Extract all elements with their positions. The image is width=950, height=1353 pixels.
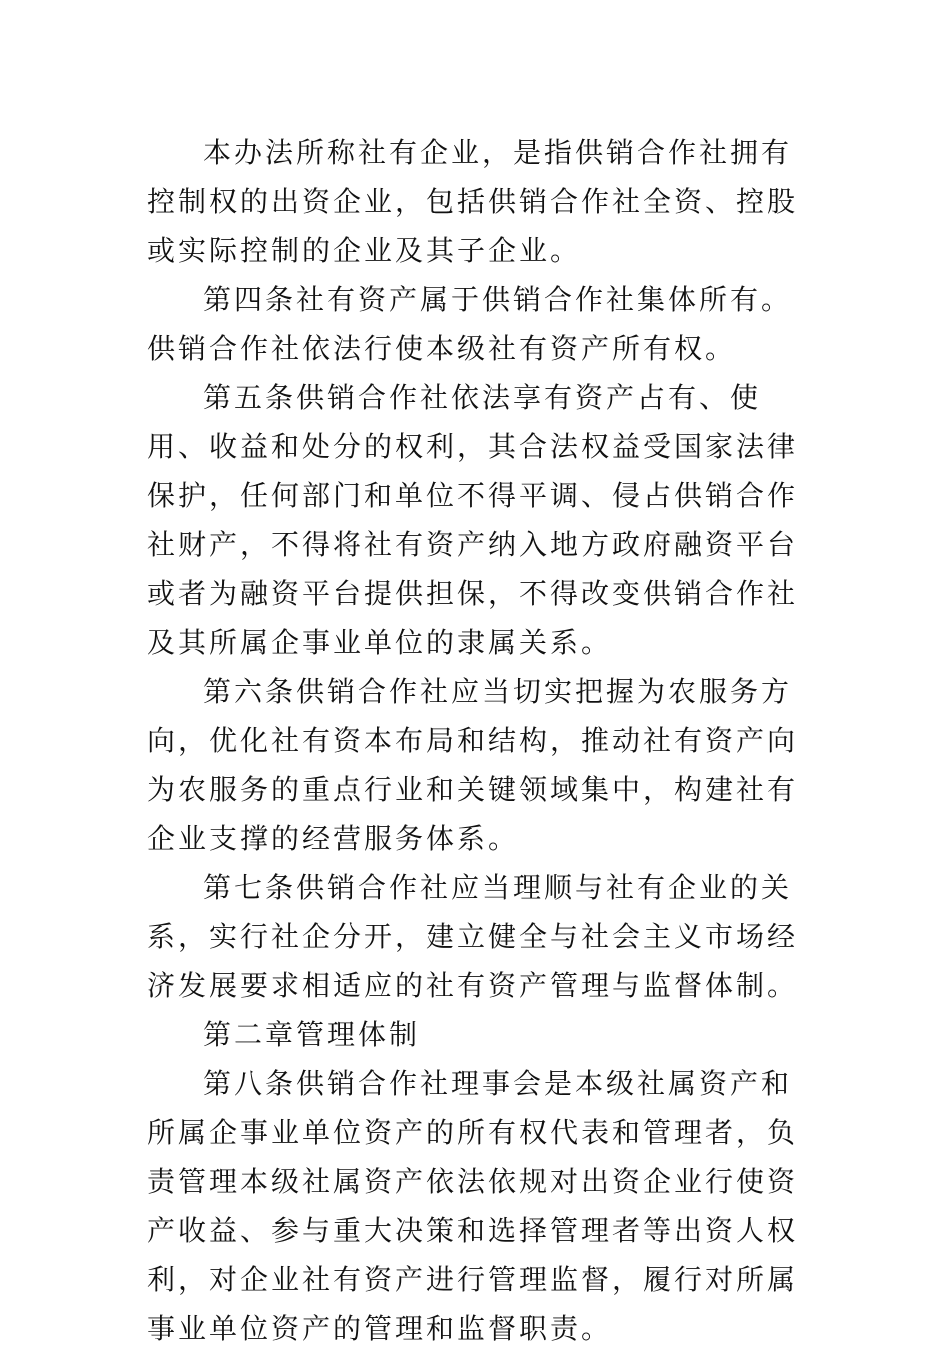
chapter-2-heading: 第二章管理体制 xyxy=(203,1018,421,1051)
paragraph-article-5: 第五条供销合作社依法享有资产占有、使用、收益和处分的权利，其合法权益受国家法律保护，任何部门和单位不得平调、侵占供销合作社财产，不得将社有资产纳入地方政府融资平台或者为融资平台提供担保，不得改变供销合作社及其所属企事业单位的隶属关系。 xyxy=(147,381,799,659)
paragraph-enterprise-definition: 本办法所称社有企业，是指供销合作社拥有控制权的出资企业，包括供销合作社全资、控股或实际控制的企业及其子企业。 xyxy=(147,136,799,267)
paragraph-article-6: 第六条供销合作社应当切实把握为农服务方向，优化社有资本布局和结构，推动社有资产向为农服务的重点行业和关键领域集中，构建社有企业支撑的经营服务体系。 xyxy=(147,675,799,855)
paragraph-article-4: 第四条社有资产属于供销合作社集体所有。供销合作社依法行使本级社有资产所有权。 xyxy=(147,283,793,365)
paragraph-article-8: 第八条供销合作社理事会是本级社属资产和所属企事业单位资产的所有权代表和管理者，负责管理本级社属资产依法依规对出资企业行使资产收益、参与重大决策和选择管理者等出资人权利，对企业社有资产进行管理监督，履行对所属事业单位资产的管理和监督职责。 xyxy=(147,1067,799,1345)
paragraph-article-7: 第七条供销合作社应当理顺与社有企业的关系，实行社企分开，建立健全与社会主义市场经济发展要求相适应的社有资产管理与监督体制。 xyxy=(147,871,799,1002)
document-body xyxy=(147,128,807,1353)
